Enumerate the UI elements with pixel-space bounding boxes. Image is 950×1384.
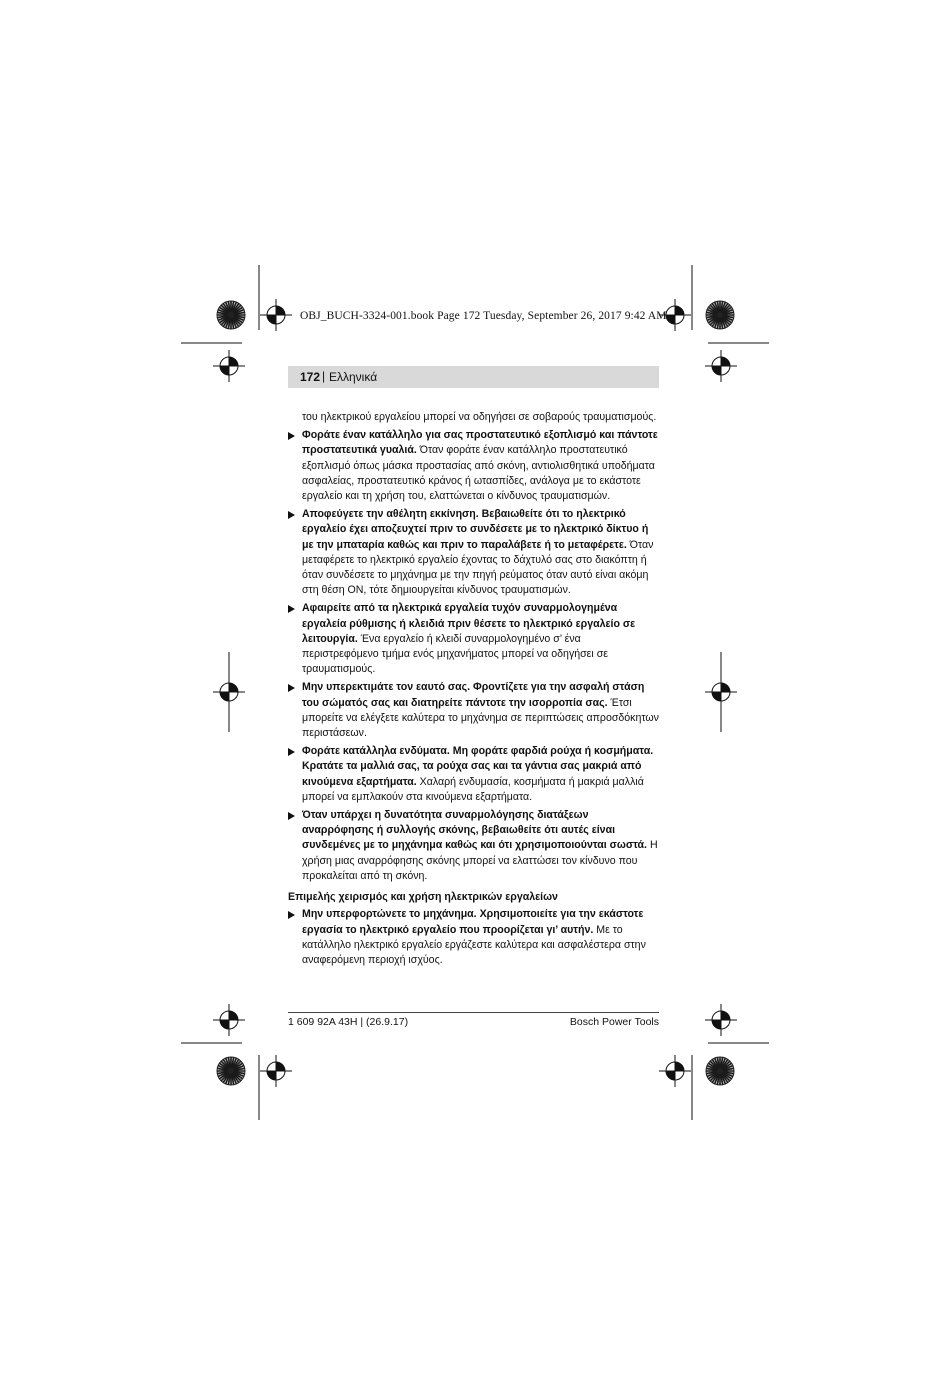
- list-item: [288, 907, 660, 968]
- arrow-right-icon: [288, 605, 295, 613]
- arrow-right-icon: [288, 511, 295, 519]
- item-bold: Μην υπερφορτώνετε το μηχάνημα. Χρησιμοποιείτε για την εκάστοτε εργασία το ηλεκτρικό εργαλείο που προορίζεται γι’ αυτήν.: [302, 908, 644, 936]
- arrow-right-icon: [288, 684, 295, 692]
- list-item: [288, 428, 660, 504]
- header-separator: |: [322, 369, 326, 383]
- arrow-right-icon: [288, 911, 295, 919]
- intro-text: του ηλεκτρικού εργαλείου μπορεί να οδηγήσει σε σοβαρούς τραυματισμούς.: [302, 411, 657, 423]
- section-title: Επιμελής χειρισμός και χρήση ηλεκτρικών εργαλείων: [288, 891, 558, 904]
- footer-doc-number: 1 609 92A 43H | (26.9.17): [288, 1016, 409, 1028]
- item-text: Ένα εργαλείο ή κλειδί συναρμολογημένο σ’ ένα περιστρεφόμενο τμήμα ενός μηχανήματος μπορεί να οδηγήσει σε τραυματισμούς.: [302, 632, 608, 676]
- item-text: Όταν φοράτε έναν κατάλληλο προστατευτικό εξοπλισμό όπως μάσκα προστασίας από σκόνη, αντιολισθητικά υποδήματα ασφαλείας, προστατευτικό κράνος ή ωτασπίδες, ανάλογα με το εκάστοτε εργαλείο και τη χρήση του, ελαττώνεται ο κίνδυνος τραυματισμών.: [302, 444, 655, 503]
- page-header-bar: [288, 366, 659, 388]
- list-item: [288, 601, 660, 677]
- page-number: 172: [300, 370, 321, 384]
- list-item: [288, 507, 660, 598]
- item-text: Με το κατάλληλο ηλεκτρικό εργαλείο εργάζεστε καλύτερα και ασφαλέστερα στην αναφερόμενη περιοχή ισχύος.: [302, 923, 646, 966]
- item-bold: Αποφεύγετε την αθέλητη εκκίνηση. Βεβαιωθείτε ότι το ηλεκτρικό εργαλείο έχει αποζευχτεί πριν το συνδέσετε με το ηλεκτρικό δίκτυο ή με την μπαταρία καθώς και πριν το παραλάβετε ή το μεταφέρετε.: [302, 508, 649, 551]
- arrow-right-icon: [288, 748, 295, 756]
- item-bold: Φοράτε έναν κατάλληλο για σας προστατευτικό εξοπλισμό και πάντοτε προστατευτικά γυαλιά.: [302, 429, 658, 457]
- print-slug-line: OBJ_BUCH-3324-001.book Page 172 Tuesday, September 26, 2017 9:42 AM: [300, 310, 667, 322]
- item-text: Έτσι μπορείτε να ελέγξετε καλύτερα το μηχάνημα σε περιπτώσεις απροσδόκητων περιστάσεων.: [302, 696, 659, 740]
- footer-rule: [288, 1012, 659, 1013]
- arrow-right-icon: [288, 812, 295, 820]
- language-label: Ελληνικά: [329, 370, 378, 384]
- arrow-right-icon: [288, 432, 295, 440]
- list-item: [288, 680, 660, 741]
- list-item: [288, 808, 660, 884]
- item-bold: Όταν υπάρχει η δυνατότητα συναρμολόγησης διατάξεων αναρρόφησης ή συλλογής σκόνης, βεβαιωθείτε ότι αυτές είναι συνδεμένες με το μηχάνημα καθώς και ότι χρησιμοποιούνται σωστά.: [302, 809, 648, 852]
- item-bold: Φοράτε κατάλληλα ενδύματα. Μη φοράτε φαρδιά ρούχα ή κοσμήματα. Κρατάτε τα μαλλιά σας, τα ρούχα σας και τα γάντια σας μακριά από κινούμενα εξαρτήματα.: [302, 745, 654, 788]
- item-bold: Μην υπερεκτιμάτε τον εαυτό σας. Φροντίζετε για την ασφαλή στάση του σώματός σας και διατηρείτε πάντοτε την ισορροπία σας.: [302, 681, 645, 709]
- main-content: [288, 410, 660, 971]
- list-item: [288, 744, 660, 805]
- item-text: Όταν μεταφέρετε το ηλεκτρικό εργαλείο έχοντας το δάχτυλό σας στο διακόπτη ή όταν συνδέσετε το μηχάνημα με την πηγή ρεύματος όταν αυτό είναι ακόμη στη θέση ON, τότε δημιουργείται κίνδυνος τραυματισμών.: [302, 538, 654, 597]
- item-text: Η χρήση μιας αναρρόφησης σκόνης μπορεί να ελαττώσει τον κίνδυνο που προκαλείται από τη σκόνη.: [302, 839, 658, 882]
- item-text: Χαλαρή ενδυμασία, κοσμήματα ή μακριά μαλλιά μπορεί να εμπλακούν στα κινούμενα εξαρτήματα.: [302, 775, 644, 803]
- item-bold: Αφαιρείτε από τα ηλεκτρικά εργαλεία τυχόν συναρμολογημένα εργαλεία ρύθμισης ή κλειδιά πριν θέσετε το ηλεκτρικό εργαλείο σε λειτουργία.: [302, 602, 636, 645]
- footer-brand: Bosch Power Tools: [569, 1016, 659, 1028]
